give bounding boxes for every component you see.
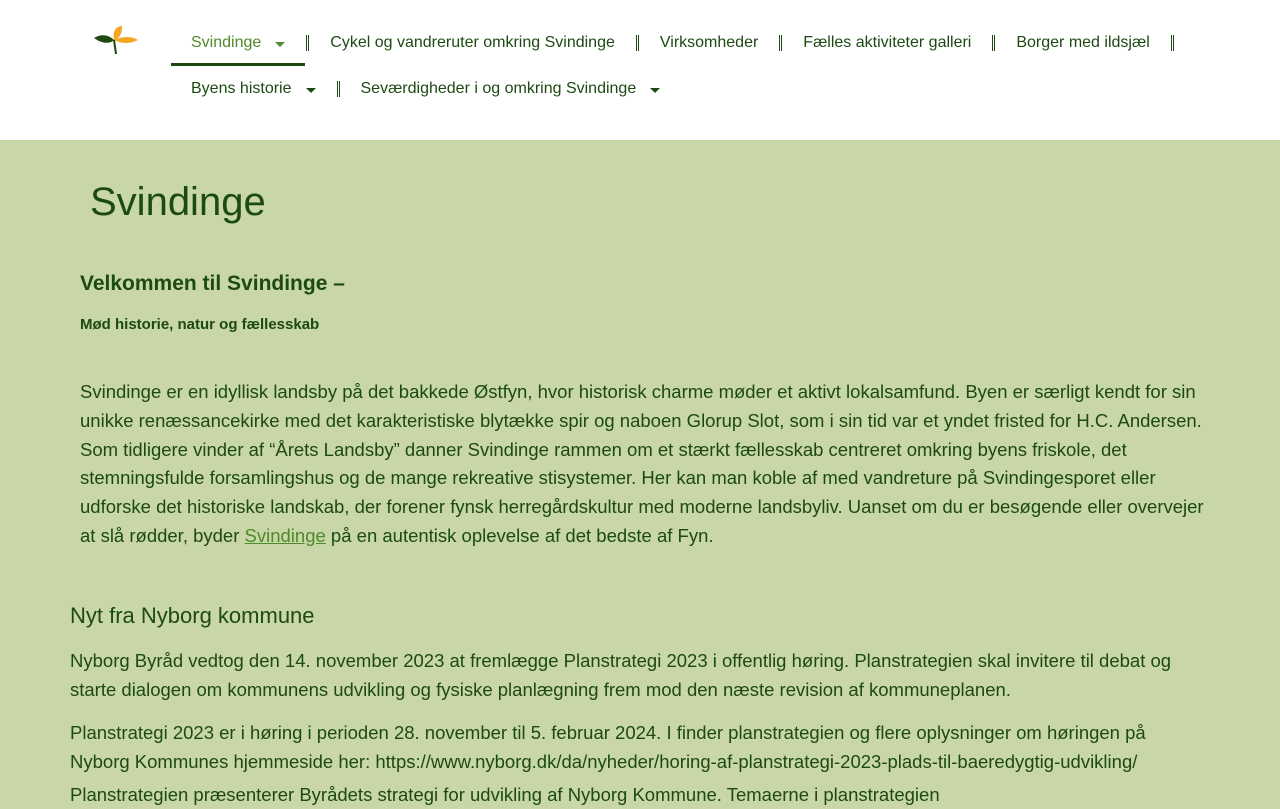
welcome-subtitle: Mød historie, natur og fællesskab (80, 316, 320, 333)
news-heading: Nyt fra Nyborg kommune (70, 603, 315, 628)
nav-label: Fælles aktiviteter galleri (803, 34, 972, 51)
welcome-heading: Velkommen til Svindinge – (80, 272, 345, 295)
nav-label: Svindinge (191, 34, 262, 51)
nav-separator (337, 81, 340, 97)
news-paragraph: Planstrategien præsenterer Byrådets strategi for udvikling af Nyborg Kommune. Temaerne i planstrategien (70, 784, 940, 805)
intro-paragraph (80, 378, 1204, 551)
page-title: Svindinge (90, 180, 266, 224)
nav-virksomheder[interactable] (640, 20, 778, 66)
chevron-down-icon (306, 88, 316, 93)
news-paragraph: Nyborg Byråd vedtog den 14. november 2023 at fremlægge Planstrategi 2023 i offentlig høring. Planstrategien skal invitere til debat og starte dialogen om kommunens udvikling og fysiske planlægning frem mod den næste revision af kommuneplanen. (70, 650, 1172, 700)
nav-label: Cykel og vandreruter omkring Svindinge (330, 34, 615, 51)
svindinge-link[interactable]: Svindinge (244, 524, 326, 546)
nav-faelles-aktiviteter[interactable] (783, 20, 991, 66)
chevron-down-icon (275, 42, 285, 47)
nav-separator (1171, 35, 1174, 51)
nav-separator (779, 35, 782, 51)
nav-label: Borger med ildsjæl (1016, 34, 1150, 51)
bird-leaf-logo-icon[interactable] (92, 24, 140, 56)
nav-svindinge[interactable] (171, 20, 305, 66)
news-paragraph: Planstrategi 2023 er i høring i perioden 28. november til 5. februar 2024. I finder planstrategien og flere oplysninger om høringen på Nyborg Kommunes hjemmeside her: https://www.nyborg.dk/da/nyheder/horing-af-planstrategi-2023-plads-til-baeredygtig-udvikling/ (70, 722, 1146, 772)
nav-cykel-vandreruter[interactable] (310, 20, 635, 66)
main-nav-row-1 (171, 20, 1175, 66)
nav-label: Virksomheder (659, 34, 759, 51)
nav-separator (992, 35, 995, 51)
chevron-down-icon (650, 88, 660, 93)
nav-separator (636, 35, 639, 51)
nav-label: Byens historie (191, 80, 292, 97)
nav-separator (306, 35, 309, 51)
intro-text-end: på en autentisk oplevelse af det bedste af Fyn. (325, 524, 714, 546)
main-nav-row-2 (171, 66, 680, 112)
intro-text: Svindinge er en idyllisk landsby på det bakkede Østfyn, hvor historisk charme møder et aktivt lokalsamfund. Byen er særligt kendt for sin unikke renæssancekirke med det karakteristiske blytække spir og naboen Glorup Slot, som i sin tid var et yndet fristed for H.C. Andersen. Som tidligere vinder af “Årets Landsby” danner Svindinge rammen om et stærkt fællesskab centreret omkring byens friskole, det stemningsfulde forsamlingshus og de mange rekreative stisystemer. Her kan man koble af med vandreture på Svindingesporet eller udforske det historiske landskab, der forener fynsk herregårdskultur med moderne landsbyliv. Uanset om du er besøgende eller overvejer at slå rødder, byder (80, 381, 1204, 546)
nav-byens-historie[interactable] (171, 66, 336, 112)
nav-sevaerdigheder[interactable] (341, 66, 681, 112)
nav-borger-ildsjael[interactable] (996, 20, 1169, 66)
nav-label: Seværdigheder i og omkring Svindinge (360, 80, 637, 97)
site-header (0, 0, 1280, 140)
